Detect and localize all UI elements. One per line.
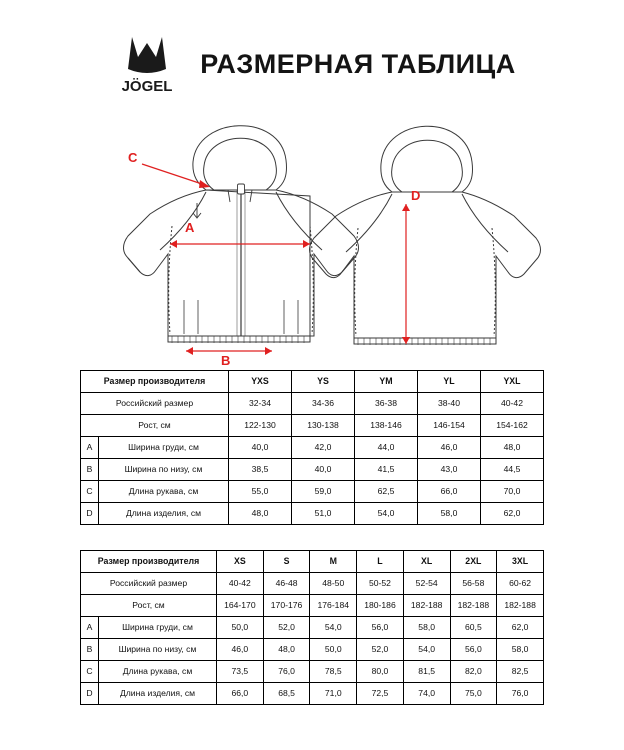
table-cell: 54,0 [355, 503, 418, 525]
table-row [81, 595, 544, 617]
table-cell: 41,5 [355, 459, 418, 481]
row-letter: D [81, 683, 99, 705]
table-cell: YM [355, 371, 418, 393]
garment-illustration [0, 86, 624, 368]
table-cell: 34-36 [292, 393, 355, 415]
table-cell: 3XL [497, 551, 544, 573]
table-cell: 58,0 [418, 503, 481, 525]
table-cell: 68,5 [263, 683, 310, 705]
row-label: Длина изделия, см [99, 503, 229, 525]
table-cell: 58,0 [403, 617, 450, 639]
row-label: Рост, см [81, 415, 229, 437]
hoodie-front-view [124, 126, 359, 343]
table-cell: 71,0 [310, 683, 357, 705]
table-cell: 52-54 [403, 573, 450, 595]
table-cell: M [310, 551, 357, 573]
table-cell: 43,0 [418, 459, 481, 481]
table-cell: 58,0 [497, 639, 544, 661]
row-label: Российский размер [81, 573, 217, 595]
marker-label-C: C [128, 150, 138, 165]
table-cell: S [263, 551, 310, 573]
hoodie-back-view [310, 126, 541, 345]
table-cell: 56,0 [450, 639, 497, 661]
table-cell: 54,0 [310, 617, 357, 639]
table-cell: 70,0 [481, 481, 544, 503]
table-cell: 2XL [450, 551, 497, 573]
table-row [81, 551, 544, 573]
table-cell: 48,0 [263, 639, 310, 661]
table-cell: 48,0 [229, 503, 292, 525]
table-cell: 170-176 [263, 595, 310, 617]
table-cell: 76,0 [497, 683, 544, 705]
marker-label-A: A [185, 220, 195, 235]
table-cell: 50-52 [357, 573, 404, 595]
row-letter: B [81, 459, 99, 481]
table-cell: 59,0 [292, 481, 355, 503]
table-cell: 182-188 [403, 595, 450, 617]
table-cell: 182-188 [497, 595, 544, 617]
table-cell: 62,5 [355, 481, 418, 503]
row-letter: D [81, 503, 99, 525]
table-cell: 81,5 [403, 661, 450, 683]
table-cell: 154-162 [481, 415, 544, 437]
table-cell: XS [217, 551, 264, 573]
table-cell: 50,0 [217, 617, 264, 639]
table-cell: 182-188 [450, 595, 497, 617]
table-row [81, 683, 544, 705]
row-letter: A [81, 617, 99, 639]
row-label: Ширина по низу, см [99, 459, 229, 481]
row-label: Размер производителя [81, 371, 229, 393]
row-letter: B [81, 639, 99, 661]
adult-size-table [80, 550, 544, 705]
table-cell: 52,0 [357, 639, 404, 661]
table-cell: 82,5 [497, 661, 544, 683]
table-cell: 75,0 [450, 683, 497, 705]
table-cell: YXL [481, 371, 544, 393]
table-cell: 46,0 [418, 437, 481, 459]
table-cell: 122-130 [229, 415, 292, 437]
table-cell: L [357, 551, 404, 573]
table-cell: 40,0 [229, 437, 292, 459]
table-cell: 46-48 [263, 573, 310, 595]
table-cell: 146-154 [418, 415, 481, 437]
table-cell: 56,0 [357, 617, 404, 639]
page-title: РАЗМЕРНАЯ ТАБЛИЦА [200, 48, 516, 79]
table-cell: 56-58 [450, 573, 497, 595]
table-cell: YS [292, 371, 355, 393]
table-cell: 78,5 [310, 661, 357, 683]
table-cell: 36-38 [355, 393, 418, 415]
table-cell: 60,5 [450, 617, 497, 639]
row-label: Ширина груди, см [99, 617, 217, 639]
table-row [81, 661, 544, 683]
row-label: Российский размер [81, 393, 229, 415]
table-cell: 74,0 [403, 683, 450, 705]
row-letter: A [81, 437, 99, 459]
row-label: Рост, см [81, 595, 217, 617]
table-cell: 42,0 [292, 437, 355, 459]
table-cell: 32-34 [229, 393, 292, 415]
table-cell: 164-170 [217, 595, 264, 617]
table-cell: 138-146 [355, 415, 418, 437]
table-cell: 52,0 [263, 617, 310, 639]
row-label: Ширина по низу, см [99, 639, 217, 661]
row-label: Длина изделия, см [99, 683, 217, 705]
table-cell: XL [403, 551, 450, 573]
table-row [81, 503, 544, 525]
table-cell: 51,0 [292, 503, 355, 525]
table-cell: 48,0 [481, 437, 544, 459]
table-cell: 40,0 [292, 459, 355, 481]
table-cell: 40-42 [217, 573, 264, 595]
table-cell: 62,0 [481, 503, 544, 525]
marker-label-D: D [411, 188, 421, 203]
table-cell: 40-42 [481, 393, 544, 415]
measure-line-C [142, 164, 210, 188]
brand-wordmark: JÖGEL [121, 78, 173, 95]
table-cell: YL [418, 371, 481, 393]
table-cell: 38-40 [418, 393, 481, 415]
table-cell: 55,0 [229, 481, 292, 503]
row-letter: C [81, 481, 99, 503]
table-cell: 76,0 [263, 661, 310, 683]
marker-label-B: B [221, 353, 231, 368]
table-cell: 66,0 [217, 683, 264, 705]
table-cell: 48-50 [310, 573, 357, 595]
row-label: Ширина груди, см [99, 437, 229, 459]
youth-size-table [80, 370, 544, 525]
table-cell: 66,0 [418, 481, 481, 503]
table-cell: 54,0 [403, 639, 450, 661]
table-cell: 80,0 [357, 661, 404, 683]
table-row [81, 437, 544, 459]
table-cell: 82,0 [450, 661, 497, 683]
table-row [81, 639, 544, 661]
table-cell: 44,0 [355, 437, 418, 459]
table-row [81, 459, 544, 481]
table-cell: 176-184 [310, 595, 357, 617]
table-row [81, 415, 544, 437]
page-header [0, 34, 624, 94]
youth-size-table-wrap [80, 370, 544, 525]
row-letter: C [81, 661, 99, 683]
table-cell: 50,0 [310, 639, 357, 661]
measure-line-D [402, 204, 410, 344]
table-cell: YXS [229, 371, 292, 393]
measure-line-A [170, 240, 310, 248]
table-cell: 60-62 [497, 573, 544, 595]
table-row [81, 393, 544, 415]
row-label: Длина рукава, см [99, 661, 217, 683]
row-label: Размер производителя [81, 551, 217, 573]
table-cell: 72,5 [357, 683, 404, 705]
table-row [81, 481, 544, 503]
table-row [81, 371, 544, 393]
table-cell: 180-186 [357, 595, 404, 617]
table-cell: 73,5 [217, 661, 264, 683]
table-cell: 62,0 [497, 617, 544, 639]
row-label: Длина рукава, см [99, 481, 229, 503]
table-cell: 44,5 [481, 459, 544, 481]
adult-size-table-wrap [80, 550, 544, 705]
table-cell: 46,0 [217, 639, 264, 661]
table-cell: 38,5 [229, 459, 292, 481]
table-row [81, 617, 544, 639]
table-cell: 130-138 [292, 415, 355, 437]
table-row [81, 573, 544, 595]
